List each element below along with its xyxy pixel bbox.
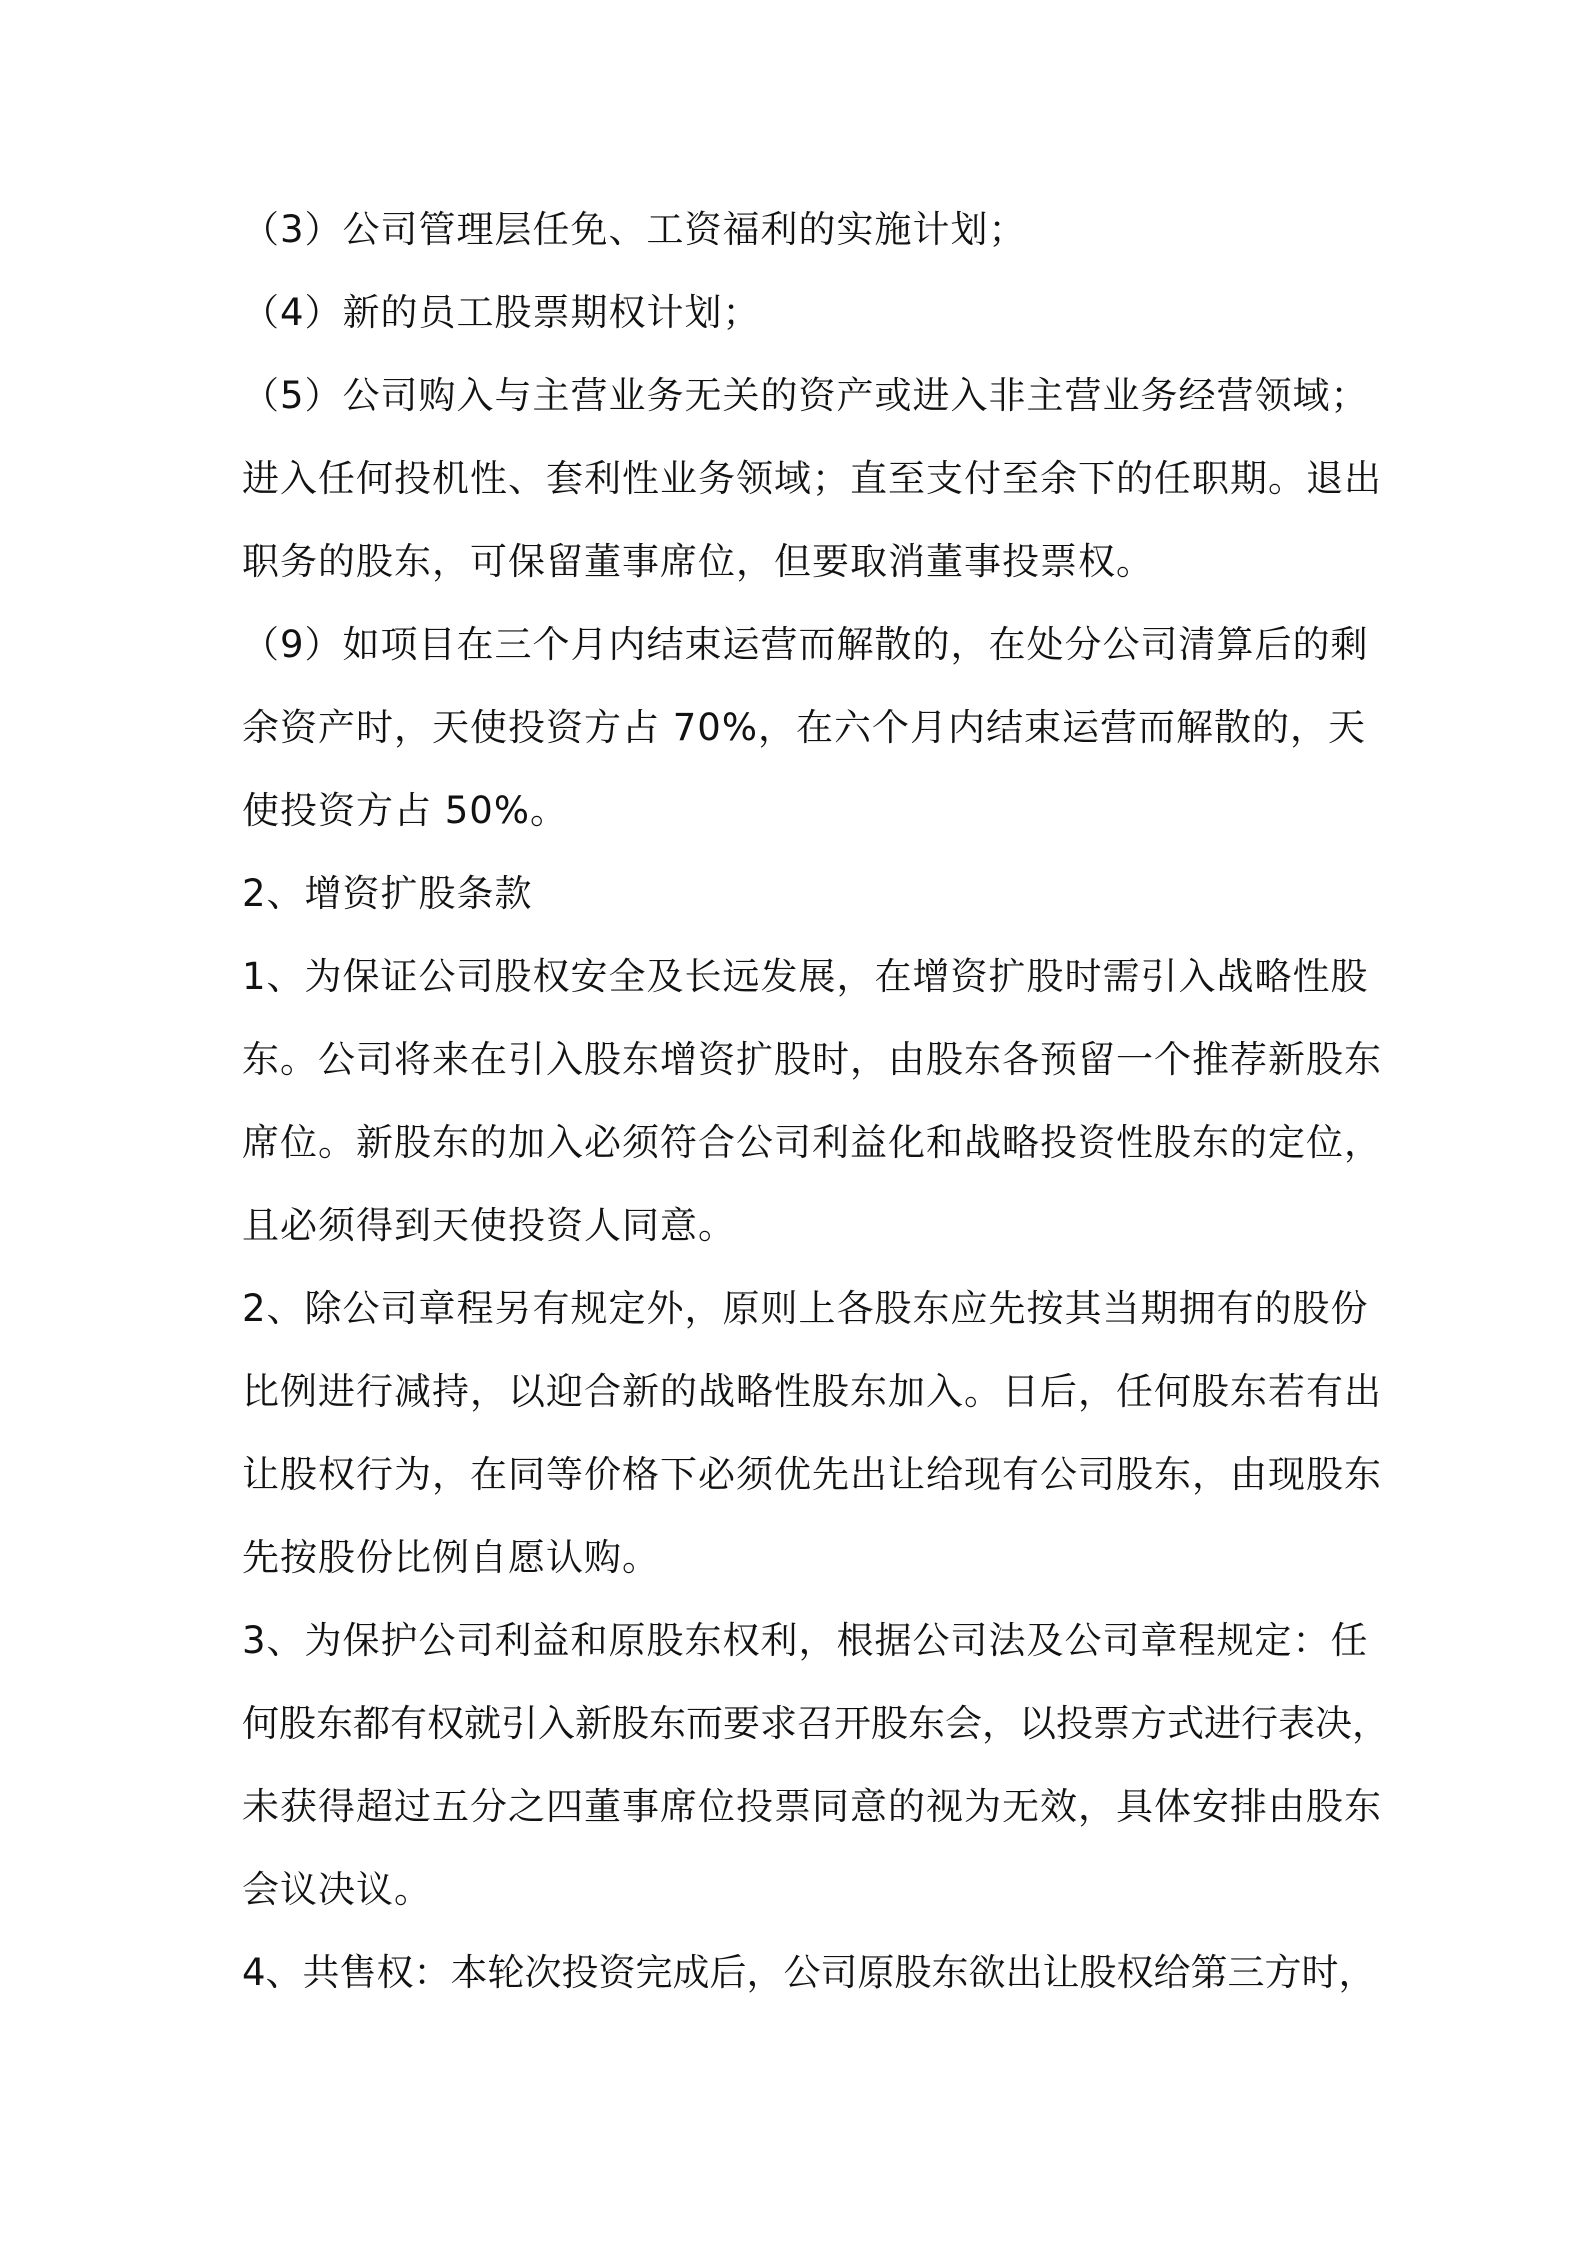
item-2-line-3: 让股权行为，在同等价格下必须优先出让给现有公司股东，由现股东 — [242, 1453, 1382, 1496]
clause-3-management-plan: （3）公司管理层任免、工资福利的实施计划； — [242, 208, 1027, 251]
item-2-line-2: 比例进行减持，以迎合新的战略性股东加入。日后，任何股东若有出 — [242, 1370, 1382, 1413]
clause-9-line-1: （9）如项目在三个月内结束运营而解散的，在处分公司清算后的剩 — [242, 623, 1369, 666]
clause-5-line-3: 职务的股东，可保留董事席位，但要取消董事投票权。 — [242, 540, 1154, 583]
item-1-line-2: 东。公司将来在引入股东增资扩股时，由股东各预留一个推荐新股东 — [242, 1038, 1382, 1081]
item-1-line-4: 且必须得到天使投资人同意。 — [242, 1204, 736, 1247]
item-4-line-1: 4、共售权：本轮次投资完成后，公司原股东欲出让股权给第三方时， — [242, 1951, 1376, 1994]
item-2-line-1: 2、除公司章程另有规定外，原则上各股东应先按其当期拥有的股份 — [242, 1287, 1369, 1330]
clause-5-line-2: 进入任何投机性、套利性业务领域；直至支付至余下的任职期。退出 — [242, 457, 1382, 500]
clause-4-stock-option-plan: （4）新的员工股票期权计划； — [242, 291, 761, 334]
item-3-line-2: 何股东都有权就引入新股东而要求召开股东会，以投票方式进行表决， — [242, 1702, 1389, 1745]
item-1-line-1: 1、为保证公司股权安全及长远发展，在增资扩股时需引入战略性股 — [242, 955, 1369, 998]
clause-9-line-2: 余资产时，天使投资方占 70%，在六个月内结束运营而解散的，天 — [242, 706, 1366, 749]
item-2-line-4: 先按股份比例自愿认购。 — [242, 1536, 660, 1579]
section-heading-capital-increase: 2、增资扩股条款 — [242, 872, 533, 915]
item-3-line-3: 未获得超过五分之四董事席位投票同意的视为无效，具体安排由股东 — [242, 1785, 1382, 1828]
item-3-line-1: 3、为保护公司利益和原股东权利，根据公司法及公司章程规定：任 — [242, 1619, 1369, 1662]
clause-9-line-3: 使投资方占 50%。 — [242, 789, 568, 832]
item-1-line-3: 席位。新股东的加入必须符合公司利益化和战略投资性股东的定位， — [242, 1121, 1382, 1164]
item-3-line-4: 会议决议。 — [242, 1868, 432, 1911]
clause-5-line-1: （5）公司购入与主营业务无关的资产或进入非主营业务经营领域； — [242, 374, 1369, 417]
